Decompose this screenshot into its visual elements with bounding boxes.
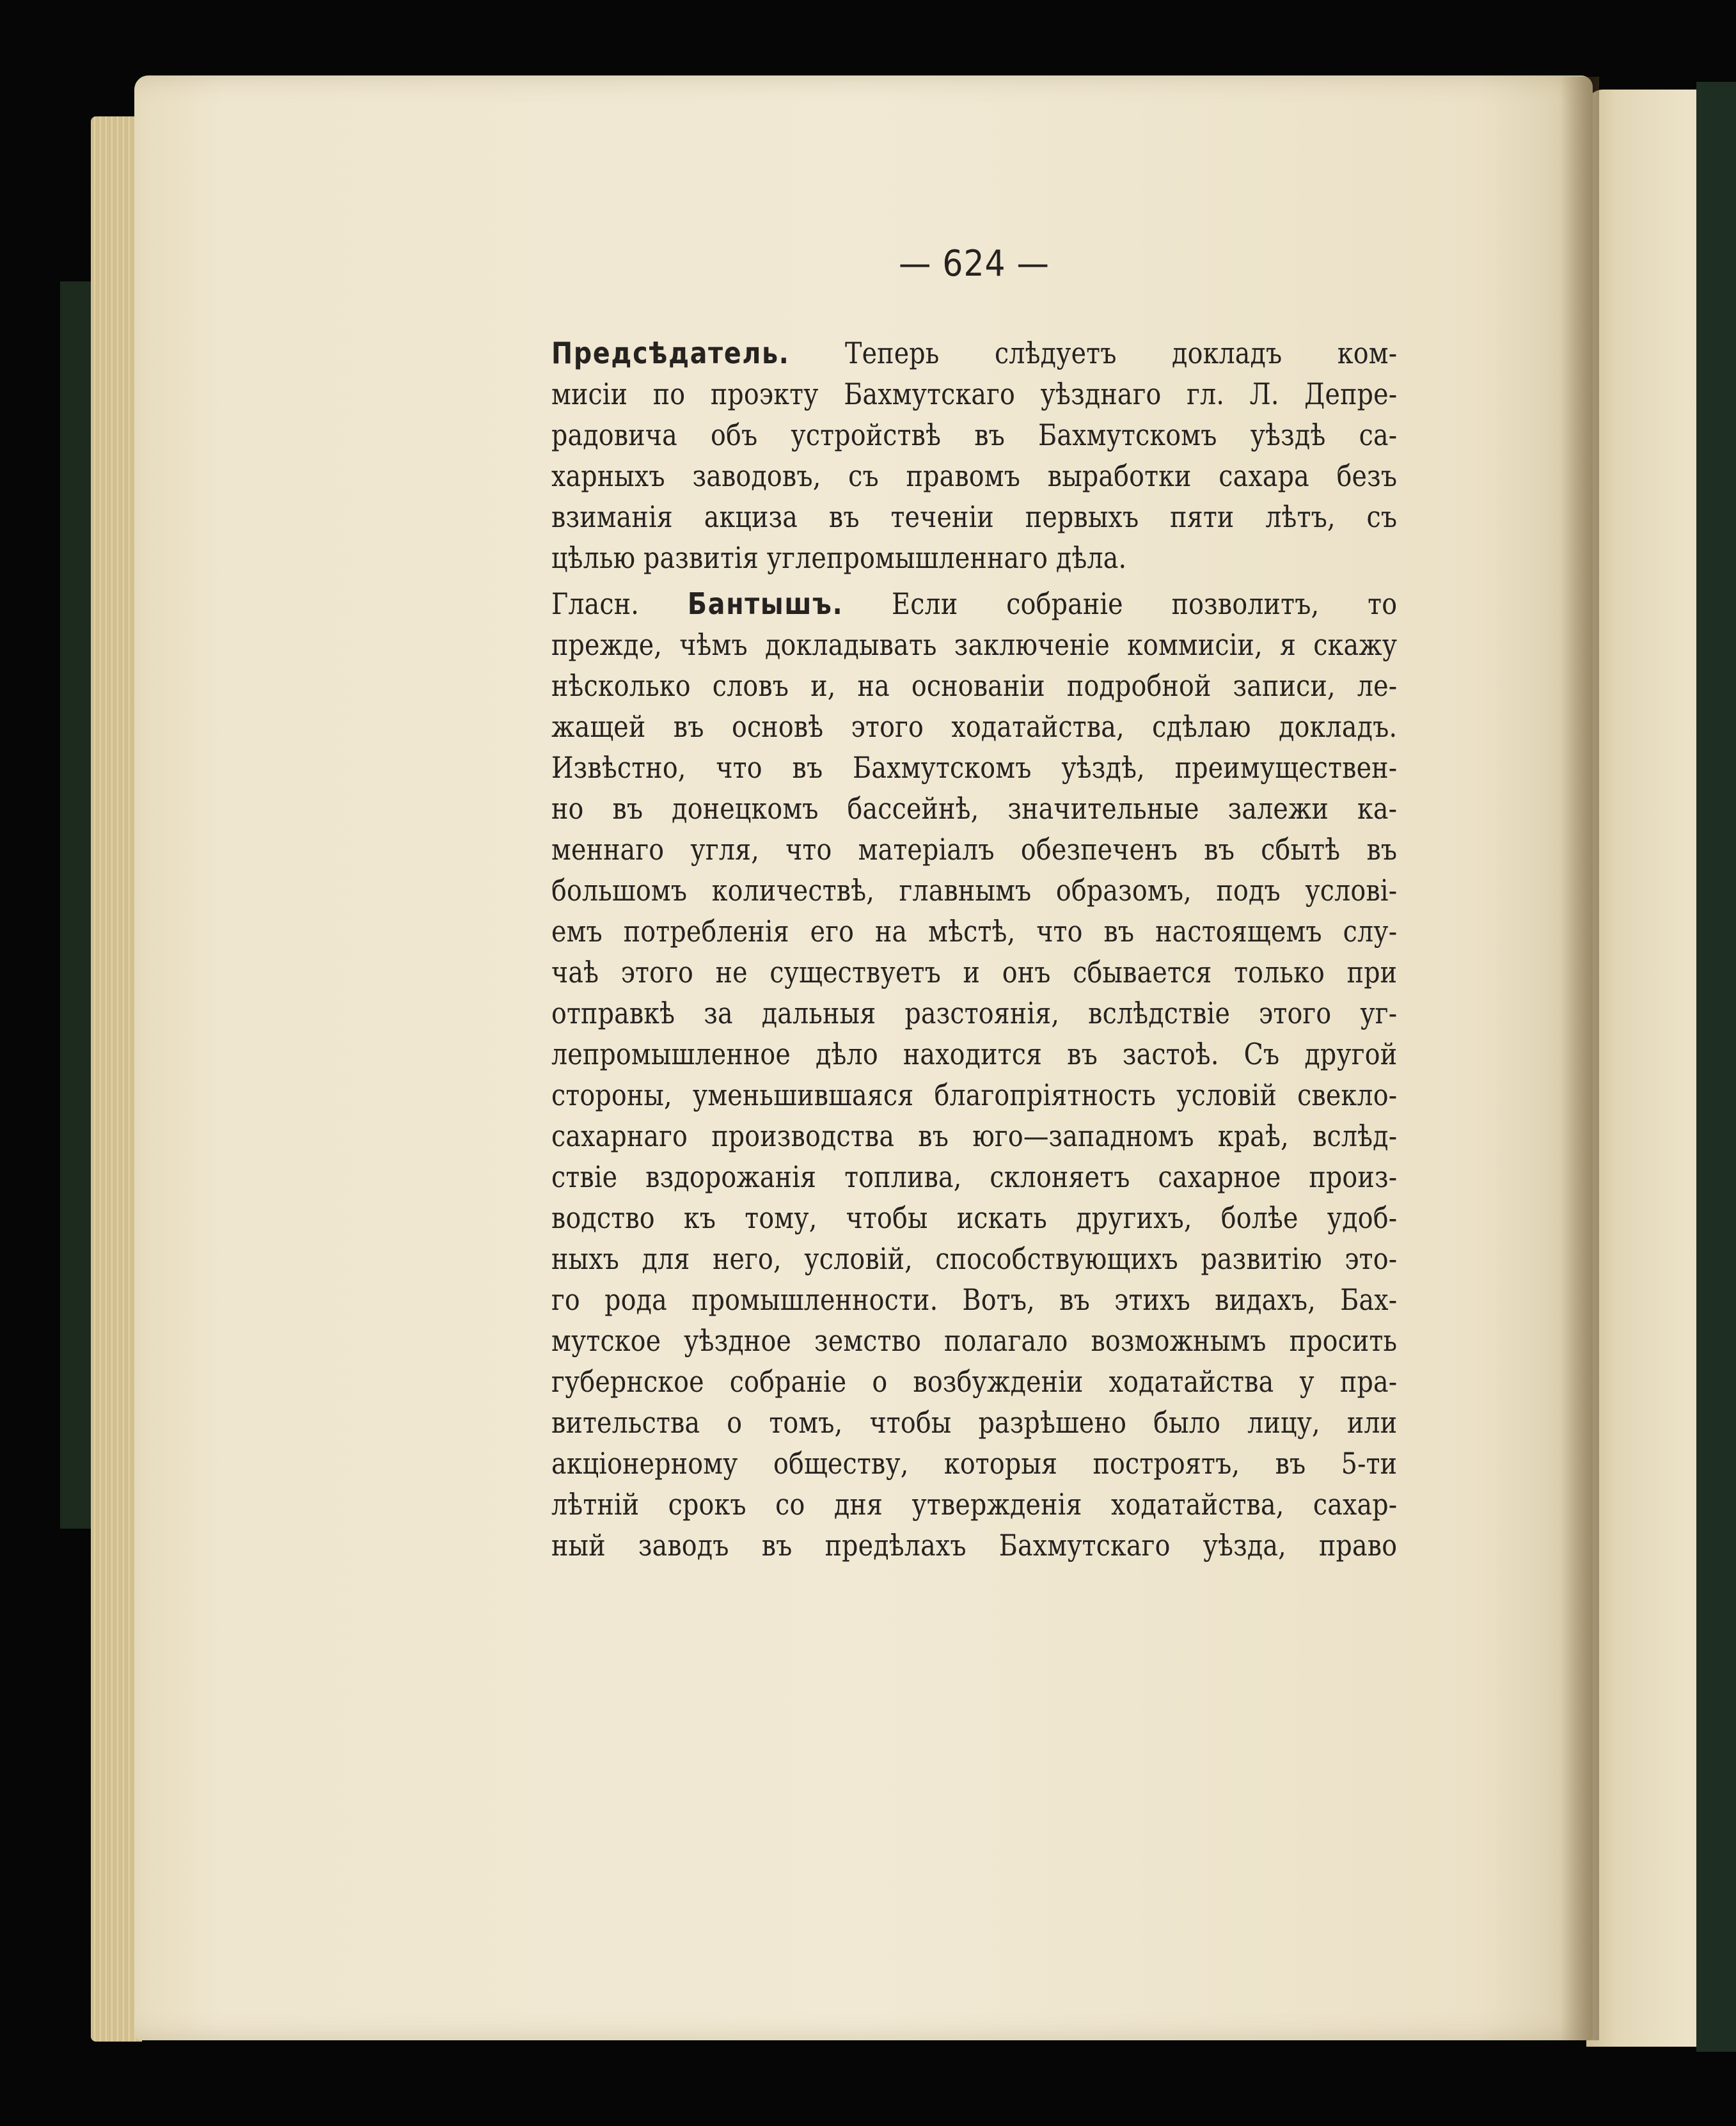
text-line: прежде, чѣмъ докладывать заключеніе коммисіи, я скажу <box>551 627 1398 662</box>
text-line: губернское собраніе о возбужденіи ходатайства у пра- <box>551 1364 1398 1399</box>
text-line: радовича объ устройствѣ въ Бахмутскомъ уѣздѣ са- <box>551 418 1398 452</box>
speaker-name: Предсѣдатель. <box>551 336 790 370</box>
line-text: Теперь слѣдуетъ докладъ ком- <box>789 336 1398 370</box>
text-line: но въ донецкомъ бассейнѣ, значительные залежи ка- <box>551 791 1398 826</box>
text-line: меннаго угля, что матеріалъ обезпеченъ въ сбытѣ въ <box>551 832 1398 867</box>
text-line: ствіе вздорожанія топлива, склоняетъ сахарное произ- <box>551 1160 1398 1194</box>
text-line: емъ потребленія его на мѣстѣ, что въ настоящемъ слу- <box>551 914 1398 949</box>
text-line: Извѣстно, что въ Бахмутскомъ уѣздѣ, преимуществен- <box>551 750 1398 785</box>
text-line: го рода промышленности. Вотъ, въ этихъ видахъ, Бах- <box>551 1282 1398 1317</box>
text-line: большомъ количествѣ, главнымъ образомъ, подъ услові- <box>551 873 1398 908</box>
text-line: вительства о томъ, чтобы разрѣшено было лицу, или <box>551 1405 1398 1440</box>
text-line: мутское уѣздное земство полагало возможнымъ просить <box>551 1323 1398 1358</box>
text-line: лѣтній срокъ со дня утвержденія ходатайства, сахар- <box>551 1487 1398 1522</box>
text-line: взиманія акциза въ теченіи первыхъ пяти лѣтъ, съ <box>551 500 1398 534</box>
text-line: жащей въ основѣ этого ходатайства, сдѣлаю докладъ. <box>551 709 1398 744</box>
text-line: харныхъ заводовъ, съ правомъ выработки сахара безъ <box>551 459 1398 493</box>
text-line: ныхъ для него, условій, способствующихъ развитію это- <box>551 1241 1398 1276</box>
text-line: мисіи по проэкту Бахмутскаго уѣзднаго гл. Л. Депре- <box>551 377 1398 411</box>
cover-right-edge <box>1696 82 1736 2052</box>
speaker-name: Бантышъ. <box>687 587 844 621</box>
text-line: лепромышленное дѣло находится въ застоѣ. Съ другой <box>551 1037 1398 1071</box>
text-line: отправкѣ за дальныя разстоянія, вслѣдствіе этого уг- <box>551 996 1398 1030</box>
paragraph-bantysh <box>551 583 1397 1566</box>
cover-spine-edge <box>60 281 92 1529</box>
text-line: нѣсколько словъ и, на основаніи подробной записи, ле- <box>551 668 1398 703</box>
text-line: водство къ тому, чтобы искать другихъ, болѣе удоб- <box>551 1201 1398 1235</box>
page-number: — 624 — <box>899 243 1050 285</box>
paragraph-chairman <box>551 333 1397 578</box>
text-line: сахарнаго производства въ юго—западномъ краѣ, вслѣд- <box>551 1119 1398 1153</box>
text-line: цѣлью развитія углепромышленнаго дѣла. <box>551 540 1127 575</box>
text-line: ный заводъ въ предѣлахъ Бахмутскаго уѣзда, право <box>551 1528 1398 1563</box>
speaker-prefix: Гласн. <box>551 587 688 621</box>
page-gutter-shadow <box>1561 77 1599 2040</box>
text-line <box>551 333 1397 374</box>
text-line: стороны, уменьшившаяся благопріятность условій свекло- <box>551 1078 1398 1112</box>
text-line: чаѣ этого не существуетъ и онъ сбывается только при <box>551 955 1398 989</box>
text-line: акціонерному обществу, которыя построятъ, въ 5-ти <box>551 1446 1398 1481</box>
text-line <box>551 583 1397 624</box>
line-text: Если собраніе позволитъ, то <box>843 587 1398 621</box>
